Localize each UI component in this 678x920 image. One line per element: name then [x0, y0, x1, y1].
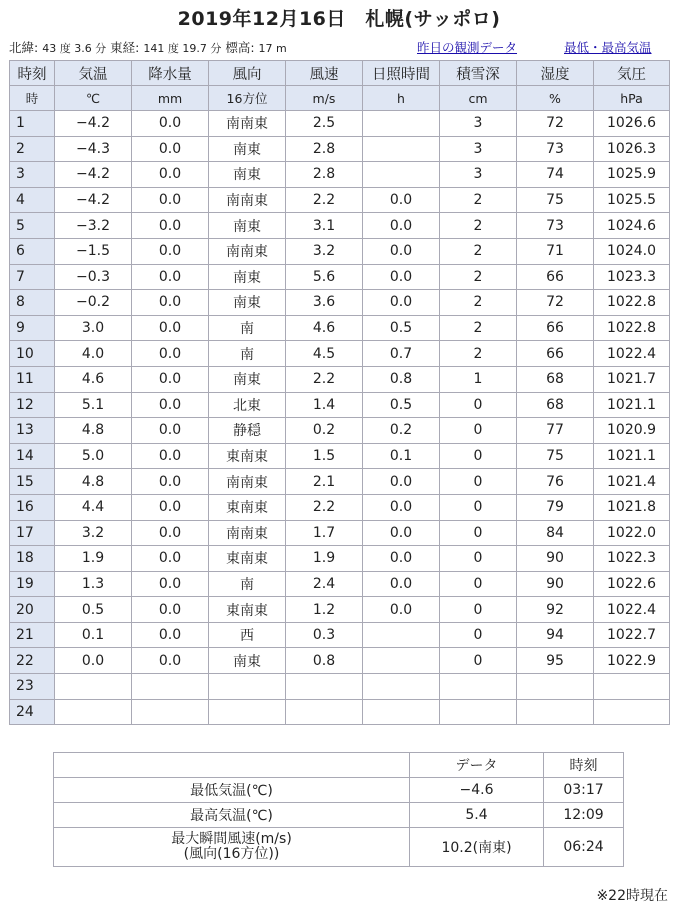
table-cell [363, 674, 440, 700]
table-cell [440, 699, 517, 725]
table-cell: 1026.3 [594, 136, 670, 162]
hour-cell: 7 [10, 264, 55, 290]
table-cell: 0.5 [363, 392, 440, 418]
table-cell [132, 699, 209, 725]
table-cell: 静穏 [209, 418, 286, 444]
hour-cell: 22 [10, 648, 55, 674]
table-cell: 2.2 [286, 366, 363, 392]
table-cell: 0.0 [363, 546, 440, 572]
table-cell: 0 [440, 597, 517, 623]
summary-data: 5.4 [410, 803, 544, 828]
table-cell: 0.8 [286, 648, 363, 674]
table-cell: 南 [209, 341, 286, 367]
table-cell: 5.1 [55, 392, 132, 418]
table-cell: 2 [440, 187, 517, 213]
coordinates [9, 38, 287, 56]
table-cell: 1022.8 [594, 290, 670, 316]
table-cell: 1 [440, 366, 517, 392]
table-cell: 0.0 [132, 162, 209, 188]
column-header: 風向 [209, 61, 286, 86]
summary-label-line1: 最大瞬間風速(m/s) [171, 831, 292, 847]
table-row [10, 392, 670, 418]
hour-cell: 14 [10, 443, 55, 469]
table-cell: 0 [440, 443, 517, 469]
table-cell: 0.0 [132, 622, 209, 648]
table-cell: 1.5 [286, 443, 363, 469]
table-cell: 90 [517, 546, 594, 572]
table-cell: 0.0 [132, 494, 209, 520]
table-cell: 0.0 [132, 520, 209, 546]
table-row [10, 622, 670, 648]
table-cell: 4.5 [286, 341, 363, 367]
column-header: 時刻 [10, 61, 55, 86]
table-cell: 4.6 [286, 315, 363, 341]
table-cell: 3.1 [286, 213, 363, 239]
table-cell: 0.3 [286, 622, 363, 648]
table-cell: 3.6 [286, 290, 363, 316]
table-cell: 0 [440, 494, 517, 520]
table-cell: 1022.3 [594, 546, 670, 572]
table-cell: 東南東 [209, 494, 286, 520]
table-cell: 1021.8 [594, 494, 670, 520]
summary-time: 12:09 [544, 803, 624, 828]
table-cell: 2.8 [286, 136, 363, 162]
table-cell: 0.0 [363, 187, 440, 213]
table-row [10, 674, 670, 700]
latitude-label: 北緯: [9, 40, 39, 55]
table-cell [363, 111, 440, 137]
table-cell: 1025.9 [594, 162, 670, 188]
table-row [10, 469, 670, 495]
table-cell: 0.0 [132, 648, 209, 674]
table-cell [55, 699, 132, 725]
table-cell: 南南東 [209, 238, 286, 264]
elevation-value: 17 m [258, 42, 287, 55]
column-unit: m/s [286, 86, 363, 111]
table-cell: 1022.9 [594, 648, 670, 674]
column-unit: 16方位 [209, 86, 286, 111]
table-cell: 1022.8 [594, 315, 670, 341]
hour-cell: 12 [10, 392, 55, 418]
hour-cell: 13 [10, 418, 55, 444]
table-cell: 0 [440, 622, 517, 648]
table-cell: 0.0 [132, 136, 209, 162]
table-cell: 南南東 [209, 469, 286, 495]
table-cell: 2 [440, 290, 517, 316]
table-cell: 南 [209, 571, 286, 597]
table-cell: 3.2 [55, 520, 132, 546]
table-row [10, 187, 670, 213]
hour-cell: 4 [10, 187, 55, 213]
column-unit: % [517, 86, 594, 111]
column-unit: cm [440, 86, 517, 111]
table-cell [363, 162, 440, 188]
table-cell: 2.8 [286, 162, 363, 188]
table-cell: 0.5 [363, 315, 440, 341]
table-cell: 東南東 [209, 597, 286, 623]
table-cell: 0.0 [363, 571, 440, 597]
table-cell: 0.0 [132, 111, 209, 137]
table-cell: 西 [209, 622, 286, 648]
table-cell: 0.8 [363, 366, 440, 392]
table-cell: 0.0 [363, 213, 440, 239]
hour-cell: 18 [10, 546, 55, 572]
table-cell: 0.0 [132, 418, 209, 444]
table-cell: 1026.6 [594, 111, 670, 137]
table-cell: 0 [440, 648, 517, 674]
table-cell: 0.1 [55, 622, 132, 648]
table-cell: 2.2 [286, 187, 363, 213]
table-cell [363, 699, 440, 725]
hour-cell: 15 [10, 469, 55, 495]
table-cell: 0.0 [55, 648, 132, 674]
column-header: 気温 [55, 61, 132, 86]
hour-cell: 10 [10, 341, 55, 367]
table-cell: −4.2 [55, 162, 132, 188]
hour-cell: 11 [10, 366, 55, 392]
table-cell: 0 [440, 571, 517, 597]
table-cell: −3.2 [55, 213, 132, 239]
table-cell: 0.0 [132, 315, 209, 341]
table-cell: 66 [517, 264, 594, 290]
table-cell: 4.4 [55, 494, 132, 520]
table-cell: 0.0 [132, 213, 209, 239]
table-row [10, 699, 670, 725]
table-cell: 0.0 [132, 290, 209, 316]
table-cell: 0 [440, 469, 517, 495]
table-row [10, 546, 670, 572]
table-cell: 1024.6 [594, 213, 670, 239]
hour-cell: 23 [10, 674, 55, 700]
table-cell: 東南東 [209, 546, 286, 572]
table-cell: 2.5 [286, 111, 363, 137]
table-cell: 0.0 [363, 238, 440, 264]
table-cell: 2.2 [286, 494, 363, 520]
table-cell: 3 [440, 162, 517, 188]
table-cell: 4.8 [55, 418, 132, 444]
page-title: 2019年12月16日 札幌(サッポロ) [177, 8, 501, 30]
table-row [10, 238, 670, 264]
table-cell: 75 [517, 187, 594, 213]
table-row [10, 111, 670, 137]
table-cell: 66 [517, 341, 594, 367]
table-row [10, 443, 670, 469]
table-cell: 南南東 [209, 111, 286, 137]
table-cell [55, 674, 132, 700]
table-cell: 南南東 [209, 187, 286, 213]
table-cell: 0.0 [132, 392, 209, 418]
column-header: 日照時間 [363, 61, 440, 86]
table-cell: 0.0 [363, 597, 440, 623]
summary-time: 03:17 [544, 778, 624, 803]
table-cell: 4.6 [55, 366, 132, 392]
min-max-temp-link[interactable]: 最低・最高気温 [564, 40, 652, 55]
hour-cell: 17 [10, 520, 55, 546]
table-cell: 94 [517, 622, 594, 648]
table-cell: 3.0 [55, 315, 132, 341]
table-cell: 1022.7 [594, 622, 670, 648]
table-cell: −0.3 [55, 264, 132, 290]
table-cell: 0 [440, 392, 517, 418]
table-cell: 4.0 [55, 341, 132, 367]
table-cell: −4.2 [55, 187, 132, 213]
table-row [10, 366, 670, 392]
location-info [9, 36, 669, 56]
table-cell: 0.1 [363, 443, 440, 469]
table-cell: 1.4 [286, 392, 363, 418]
table-cell [517, 699, 594, 725]
table-cell: 3 [440, 111, 517, 137]
table-cell: 0 [440, 520, 517, 546]
table-cell: 0.0 [363, 520, 440, 546]
table-cell [363, 622, 440, 648]
table-cell: 1025.5 [594, 187, 670, 213]
table-cell: 2 [440, 213, 517, 239]
table-cell: 0.0 [132, 597, 209, 623]
yesterday-data-link[interactable]: 昨日の観測データ [417, 40, 518, 55]
column-unit: mm [132, 86, 209, 111]
table-cell: 1021.4 [594, 469, 670, 495]
table-cell: 北東 [209, 392, 286, 418]
table-cell: 4.8 [55, 469, 132, 495]
summary-label-line2: (風向(16方位)) [183, 846, 280, 862]
table-cell: 1.3 [55, 571, 132, 597]
table-cell: 76 [517, 469, 594, 495]
table-cell: 0.0 [132, 187, 209, 213]
summary-row-max-gust [54, 828, 624, 867]
summary-label: 最低気温(℃) [54, 778, 410, 803]
table-cell: 75 [517, 443, 594, 469]
hour-cell: 20 [10, 597, 55, 623]
summary-label [54, 828, 410, 867]
table-cell: 1022.0 [594, 520, 670, 546]
table-cell: 2.1 [286, 469, 363, 495]
table-cell: 2 [440, 264, 517, 290]
column-unit: ℃ [55, 86, 132, 111]
table-row [10, 162, 670, 188]
column-unit: 時 [10, 86, 55, 111]
table-cell: 0.0 [132, 264, 209, 290]
table-cell: 0.0 [363, 494, 440, 520]
table-cell: 0.0 [363, 290, 440, 316]
column-header: 気圧 [594, 61, 670, 86]
table-cell: 66 [517, 315, 594, 341]
table-cell: −4.3 [55, 136, 132, 162]
table-cell: 77 [517, 418, 594, 444]
table-cell: 72 [517, 290, 594, 316]
summary-time: 06:24 [544, 828, 624, 867]
hour-cell: 5 [10, 213, 55, 239]
table-cell: 1.2 [286, 597, 363, 623]
table-row [10, 264, 670, 290]
table-row [10, 341, 670, 367]
table-cell: 0.7 [363, 341, 440, 367]
hour-cell: 8 [10, 290, 55, 316]
table-cell: 0.0 [132, 341, 209, 367]
column-header: 風速 [286, 61, 363, 86]
summary-header-row [54, 753, 624, 778]
table-cell: 南東 [209, 264, 286, 290]
table-cell: 68 [517, 366, 594, 392]
hour-cell: 9 [10, 315, 55, 341]
table-cell: 1022.4 [594, 597, 670, 623]
table-cell: 68 [517, 392, 594, 418]
footnote: ※22時現在 [596, 888, 668, 904]
column-header: 湿度 [517, 61, 594, 86]
table-cell: 1.9 [55, 546, 132, 572]
table-cell: 0.0 [132, 469, 209, 495]
table-row [10, 520, 670, 546]
hour-cell: 2 [10, 136, 55, 162]
table-cell: 0.2 [363, 418, 440, 444]
table-cell: −0.2 [55, 290, 132, 316]
table-cell: −4.2 [55, 111, 132, 137]
table-cell [594, 699, 670, 725]
column-unit: h [363, 86, 440, 111]
table-cell: 73 [517, 136, 594, 162]
table-cell [517, 674, 594, 700]
table-cell: 0.5 [55, 597, 132, 623]
table-cell: 2 [440, 315, 517, 341]
summary-header-data: データ [410, 753, 544, 778]
table-cell: 79 [517, 494, 594, 520]
table-cell: 1022.6 [594, 571, 670, 597]
hour-cell: 24 [10, 699, 55, 725]
table-cell: 0 [440, 546, 517, 572]
table-cell: 1021.1 [594, 392, 670, 418]
table-cell: 南東 [209, 648, 286, 674]
table-row [10, 571, 670, 597]
column-unit: hPa [594, 86, 670, 111]
table-cell: 0.0 [132, 238, 209, 264]
table-cell: 0.0 [363, 469, 440, 495]
table-cell: 南南東 [209, 520, 286, 546]
table-cell: 92 [517, 597, 594, 623]
header-row [10, 61, 670, 86]
table-cell: 東南東 [209, 443, 286, 469]
table-cell: 南東 [209, 162, 286, 188]
table-cell: 1.9 [286, 546, 363, 572]
table-cell: 5.0 [55, 443, 132, 469]
table-cell [286, 699, 363, 725]
column-header: 積雪深 [440, 61, 517, 86]
table-cell [209, 674, 286, 700]
hourly-observation-table [9, 60, 670, 725]
table-cell [209, 699, 286, 725]
table-row [10, 648, 670, 674]
table-cell: 73 [517, 213, 594, 239]
table-cell: 3.2 [286, 238, 363, 264]
table-cell: 0 [440, 418, 517, 444]
hour-cell: 6 [10, 238, 55, 264]
table-cell: 南東 [209, 213, 286, 239]
table-cell: 90 [517, 571, 594, 597]
table-cell: 1023.3 [594, 264, 670, 290]
table-cell: 1024.0 [594, 238, 670, 264]
unit-row [10, 86, 670, 111]
table-row [10, 213, 670, 239]
table-cell: 95 [517, 648, 594, 674]
table-row [10, 290, 670, 316]
hour-cell: 19 [10, 571, 55, 597]
table-cell [440, 674, 517, 700]
table-cell [363, 136, 440, 162]
table-cell: 72 [517, 111, 594, 137]
table-cell: 0.0 [132, 546, 209, 572]
table-cell: 71 [517, 238, 594, 264]
table-cell: 84 [517, 520, 594, 546]
table-cell: 南東 [209, 366, 286, 392]
summary-data: −4.6 [410, 778, 544, 803]
column-header: 降水量 [132, 61, 209, 86]
table-cell: −1.5 [55, 238, 132, 264]
table-row [10, 597, 670, 623]
table-cell: 3 [440, 136, 517, 162]
table-row [10, 315, 670, 341]
table-cell: 南東 [209, 136, 286, 162]
table-cell: 1021.1 [594, 443, 670, 469]
table-row [10, 494, 670, 520]
table-cell: 5.6 [286, 264, 363, 290]
table-cell: 0.0 [132, 443, 209, 469]
table-cell: 0.2 [286, 418, 363, 444]
table-cell: 0.0 [132, 366, 209, 392]
summary-data: 10.2(南東) [410, 828, 544, 867]
table-cell [132, 674, 209, 700]
hour-cell: 16 [10, 494, 55, 520]
latitude-value: 43 度 3.6 分 [42, 42, 107, 55]
table-cell: 0.0 [132, 571, 209, 597]
table-cell: 南 [209, 315, 286, 341]
table-cell: 1020.9 [594, 418, 670, 444]
table-row [10, 136, 670, 162]
hour-cell: 21 [10, 622, 55, 648]
table-cell: 2 [440, 238, 517, 264]
summary-row-max-temp [54, 803, 624, 828]
table-cell: 1.7 [286, 520, 363, 546]
longitude-label: 東経: [110, 40, 140, 55]
table-cell [594, 674, 670, 700]
table-cell: 1021.7 [594, 366, 670, 392]
longitude-value: 141 度 19.7 分 [143, 42, 222, 55]
table-cell: 0.0 [363, 264, 440, 290]
table-row [10, 418, 670, 444]
table-cell: 南東 [209, 290, 286, 316]
summary-label: 最高気温(℃) [54, 803, 410, 828]
table-cell [286, 674, 363, 700]
elevation-label: 標高: [225, 40, 255, 55]
summary-row-min-temp [54, 778, 624, 803]
table-cell [363, 648, 440, 674]
table-cell: 74 [517, 162, 594, 188]
table-cell: 2 [440, 341, 517, 367]
summary-header-blank [54, 753, 410, 778]
table-cell: 1022.4 [594, 341, 670, 367]
summary-header-time: 時刻 [544, 753, 624, 778]
table-cell: 2.4 [286, 571, 363, 597]
hour-cell: 3 [10, 162, 55, 188]
daily-summary-table [53, 752, 624, 867]
hour-cell: 1 [10, 111, 55, 137]
